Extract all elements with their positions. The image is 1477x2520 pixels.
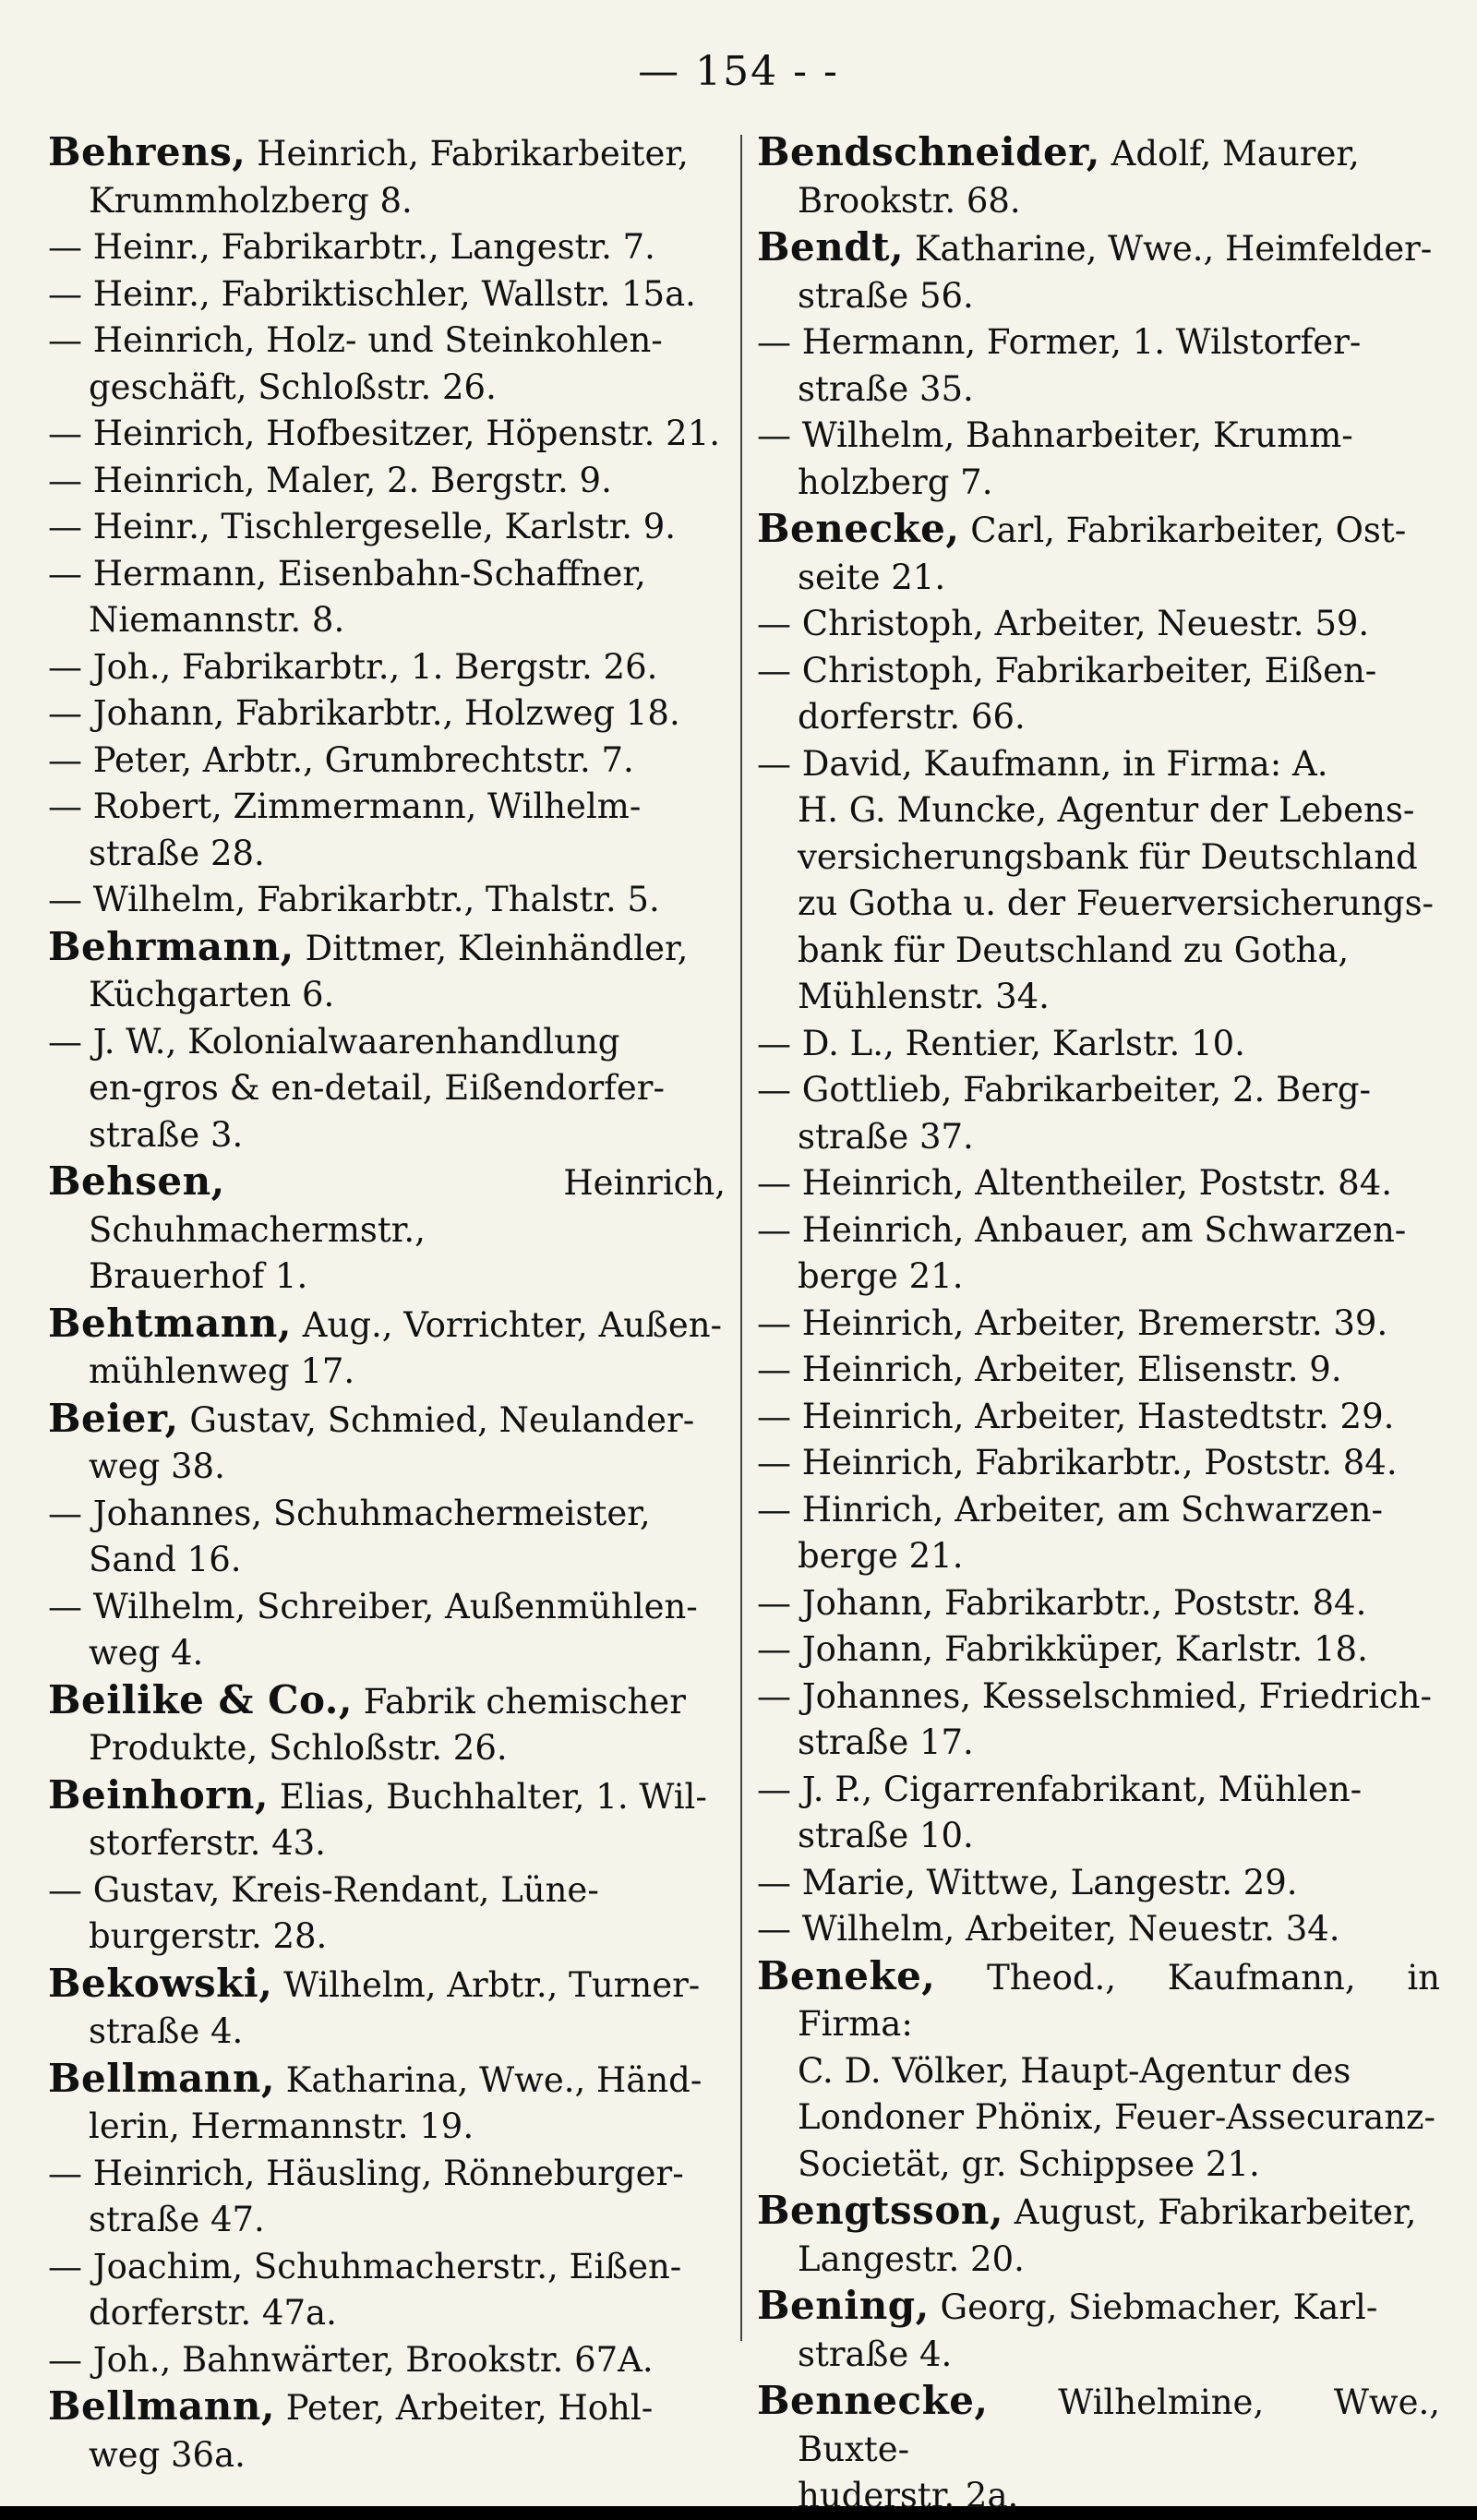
directory-entry	[757, 2188, 1440, 2237]
entry-continuation	[48, 2432, 726, 2479]
entry-text: straße 17.	[798, 1722, 974, 1762]
entry-text: — Christoph, Arbeiter, Neuestr. 59.	[757, 604, 1370, 643]
page-number: — 154 - -	[638, 48, 839, 95]
directory-entry	[757, 224, 1440, 273]
entry-text: — J. P., Cigarrenfabrikant, Mühlen-	[757, 1769, 1363, 1809]
directory-subentry	[757, 601, 1440, 648]
entry-text: Brauerhof 1.	[89, 1256, 308, 1296]
directory-subentry	[757, 1440, 1440, 1487]
entry-text: Brookstr. 68.	[798, 180, 1021, 221]
entry-text: — Robert, Zimmermann, Wilhelm-	[48, 786, 642, 826]
entry-text: straße 28.	[89, 833, 265, 873]
entry-text: Heinrich, Fabrikarbeiter,	[246, 134, 689, 174]
directory-subentry	[48, 1491, 726, 1538]
entry-text: mühlenweg 17.	[89, 1351, 355, 1391]
entry-text: Elias, Buchhalter, 1. Wil-	[269, 1776, 707, 1817]
directory-entry	[48, 1396, 726, 1445]
directory-subentry	[48, 1019, 726, 1066]
entry-text: Wilhelm, Arbtr., Turner-	[272, 1964, 701, 2005]
entry-text: Langestr. 20.	[798, 2238, 1025, 2279]
entry-text: Fabrik chemischer	[353, 1681, 686, 1722]
entry-text: — Wilhelm, Arbeiter, Neuestr. 34.	[757, 1909, 1340, 1949]
entry-text: — Heinrich, Arbeiter, Elisenstr. 9.	[757, 1350, 1342, 1389]
entry-continuation	[757, 2332, 1440, 2379]
entry-continuation	[757, 2094, 1440, 2142]
left-column	[48, 129, 726, 2478]
entry-text: — Hermann, Former, 1. Wilstorfer-	[757, 322, 1362, 362]
entry-continuation	[757, 2048, 1440, 2095]
entry-text: C. D. Völker, Haupt-Agentur des	[798, 2050, 1351, 2091]
entry-text: straße 56.	[798, 275, 974, 316]
entry-continuation	[48, 2197, 726, 2244]
entry-continuation	[48, 2290, 726, 2337]
entry-text: — Heinrich, Altentheiler, Poststr. 84.	[757, 1163, 1393, 1203]
entry-continuation	[48, 2104, 726, 2151]
entry-text: Krummholzberg 8.	[89, 180, 413, 221]
directory-subentry	[757, 1626, 1440, 1674]
directory-entry	[48, 2056, 726, 2105]
entry-continuation	[48, 1349, 726, 1396]
entry-surname: Behrmann,	[48, 923, 294, 969]
directory-subentry	[757, 648, 1440, 695]
entry-text: seite 21.	[798, 557, 946, 597]
directory-subentry	[48, 644, 726, 691]
entry-continuation	[48, 1537, 726, 1584]
entry-text: — Hermann, Eisenbahn-Schaffner,	[48, 553, 646, 594]
entry-continuation	[757, 881, 1440, 928]
directory-entry	[757, 129, 1440, 178]
entry-continuation	[48, 1725, 726, 1772]
entry-continuation	[757, 555, 1440, 602]
entry-surname: Bendschneider,	[757, 129, 1100, 174]
entry-text: Georg, Siebmacher, Karl-	[929, 2287, 1378, 2327]
entry-text: weg 38.	[89, 1446, 225, 1486]
entry-continuation	[48, 1254, 726, 1301]
directory-subentry	[757, 413, 1440, 460]
entry-text: — Heinr., Fabrikarbtr., Langestr. 7.	[48, 227, 655, 267]
entry-continuation	[757, 366, 1440, 414]
directory-subentry	[48, 2337, 726, 2384]
entry-text: — David, Kaufmann, in Firma: A.	[757, 743, 1328, 784]
entry-continuation	[48, 831, 726, 878]
entry-text: — Wilhelm, Bahnarbeiter, Krumm-	[757, 415, 1353, 455]
directory-subentry	[757, 1487, 1440, 1534]
directory-entry	[48, 1961, 726, 2010]
entry-continuation	[757, 1114, 1440, 1161]
directory-subentry	[757, 1860, 1440, 1907]
entry-text: dorferstr. 66.	[798, 697, 1026, 737]
entry-surname: Behtmann,	[48, 1300, 293, 1346]
right-column	[757, 129, 1440, 2520]
entry-text: versicherungsbank für Deutschland	[798, 836, 1418, 877]
entry-text: Aug., Vorrichter, Außen-	[292, 1304, 723, 1345]
entry-text: berge 21.	[798, 1536, 964, 1576]
entry-text: — Joh., Fabrikarbtr., 1. Bergstr. 26.	[48, 646, 658, 687]
entry-text: — Heinrich, Anbauer, am Schwarzen-	[757, 1209, 1407, 1250]
directory-subentry	[757, 1906, 1440, 1953]
entry-text: — Wilhelm, Fabrikarbtr., Thalstr. 5.	[48, 880, 660, 919]
entry-continuation	[48, 1820, 726, 1867]
entry-continuation	[48, 1112, 726, 1159]
entry-text: burgerstr. 28.	[89, 1916, 328, 1956]
entry-text: storferstr. 43.	[89, 1823, 326, 1863]
entry-text: Peter, Arbeiter, Hohl-	[274, 2388, 654, 2428]
entry-continuation	[48, 1914, 726, 1961]
entry-text: berge 21.	[798, 1256, 964, 1296]
directory-subentry	[48, 458, 726, 505]
entry-text: dorferstr. 47a.	[89, 2293, 337, 2333]
entry-text: — D. L., Rentier, Karlstr. 10.	[757, 1023, 1245, 1063]
entry-text: — Heinrich, Arbeiter, Bremerstr. 39.	[757, 1302, 1388, 1343]
entry-text: weg 36a.	[89, 2434, 246, 2475]
entry-text: Niemannstr. 8.	[89, 600, 345, 640]
entry-text: — Hinrich, Arbeiter, am Schwarzen-	[757, 1489, 1383, 1530]
entry-text: straße 35.	[798, 368, 974, 409]
entry-text: — Heinrich, Holz- und Steinkohlen-	[48, 320, 663, 360]
entry-continuation	[757, 2473, 1440, 2520]
directory-subentry	[757, 1767, 1440, 1814]
directory-entry	[48, 1301, 726, 1350]
directory-entry	[757, 506, 1440, 555]
entry-text: — Joh., Bahnwärter, Brookstr. 67A.	[48, 2339, 654, 2380]
entry-text: — Johann, Fabrikarbtr., Holzweg 18.	[48, 693, 680, 733]
directory-subentry	[48, 411, 726, 458]
directory-subentry	[48, 318, 726, 365]
entry-text: Mühlenstr. 34.	[798, 977, 1050, 1016]
entry-text: holzberg 7.	[798, 462, 993, 502]
directory-subentry	[48, 690, 726, 738]
entry-surname: Beier,	[48, 1395, 179, 1441]
entry-surname: Bennecke,	[757, 2378, 989, 2423]
entry-surname: Bellmann,	[48, 2383, 275, 2429]
directory-subentry	[48, 784, 726, 831]
entry-continuation	[757, 1254, 1440, 1301]
entry-continuation	[757, 834, 1440, 882]
directory-subentry	[48, 2244, 726, 2291]
directory-subentry	[48, 271, 726, 318]
directory-subentry	[48, 1867, 726, 1914]
entry-text: — J. W., Kolonialwaarenhandlung	[48, 1021, 620, 1062]
entry-continuation	[757, 273, 1440, 320]
entry-text: — Joachim, Schuhmacherstr., Eißen-	[48, 2246, 682, 2286]
entry-text: — Heinrich, Hofbesitzer, Höpenstr. 21.	[48, 414, 721, 453]
entry-continuation	[757, 1533, 1440, 1580]
entry-surname: Bekowski,	[48, 1960, 273, 2006]
entry-continuation	[757, 178, 1440, 225]
entry-text: Sand 16.	[89, 1540, 242, 1579]
entry-continuation	[757, 460, 1440, 507]
directory-subentry	[48, 738, 726, 785]
entry-text: — Heinr., Fabriktischler, Wallstr. 15a.	[48, 273, 696, 314]
entry-continuation	[48, 972, 726, 1019]
entry-surname: Bening,	[757, 2283, 930, 2328]
directory-subentry	[757, 741, 1440, 788]
entry-text: — Heinrich, Häusling, Rönneburger-	[48, 2153, 684, 2193]
entry-text: straße 3.	[89, 1114, 244, 1155]
entry-continuation	[48, 1444, 726, 1491]
entry-continuation	[757, 1720, 1440, 1767]
entry-text: weg 4.	[89, 1633, 204, 1673]
entry-text: straße 47.	[89, 2200, 265, 2239]
entry-surname: Benecke,	[757, 506, 960, 551]
entry-continuation	[757, 2237, 1440, 2284]
directory-subentry	[757, 1347, 1440, 1394]
entry-surname: Bendt,	[757, 224, 905, 270]
directory-entry	[48, 1158, 726, 1254]
entry-text: Theod., Kaufmann, in Firma:	[798, 1957, 1440, 2044]
entry-continuation	[48, 2009, 726, 2056]
entry-surname: Bengtsson,	[757, 2188, 1003, 2233]
entry-continuation	[48, 1630, 726, 1677]
entry-text: — Johann, Fabrikküper, Karlstr. 18.	[757, 1629, 1368, 1669]
directory-subentry	[48, 1584, 726, 1631]
entry-continuation	[48, 365, 726, 412]
entry-text: Küchgarten 6.	[89, 975, 335, 1014]
entry-continuation	[757, 694, 1440, 741]
entry-text: — Christoph, Fabrikarbeiter, Eißen-	[757, 650, 1377, 690]
entry-text: bank für Deutschland zu Gotha,	[798, 930, 1350, 970]
entry-text: — Heinrich, Fabrikarbtr., Poststr. 84.	[757, 1443, 1398, 1482]
entry-text: straße 4.	[798, 2334, 953, 2374]
directory-subentry	[757, 1580, 1440, 1627]
entry-text: Adolf, Maurer,	[1099, 134, 1360, 174]
directory-subentry	[757, 1301, 1440, 1348]
entry-continuation	[757, 928, 1440, 975]
entry-text: — Peter, Arbtr., Grumbrechtstr. 7.	[48, 739, 634, 780]
directory-subentry	[757, 1160, 1440, 1207]
entry-text: straße 10.	[798, 1816, 974, 1855]
directory-entry	[757, 1953, 1440, 2048]
entry-continuation	[757, 2142, 1440, 2189]
entry-surname: Behrens,	[48, 129, 246, 174]
entry-text: zu Gotha u. der Feuerversicherungs-	[798, 883, 1435, 923]
directory-subentry	[757, 1394, 1440, 1441]
entry-continuation	[757, 1813, 1440, 1860]
entry-text: — Johann, Fabrikarbtr., Poststr. 84.	[757, 1582, 1367, 1623]
entry-surname: Beinhorn,	[48, 1771, 270, 1818]
entry-text: — Heinrich, Arbeiter, Hastedtstr. 29.	[757, 1396, 1395, 1436]
entry-text: Katharine, Wwe., Heimfelder-	[904, 229, 1433, 269]
directory-entry	[757, 2283, 1440, 2332]
entry-text: — Johannes, Schuhmachermeister,	[48, 1493, 651, 1533]
directory-entry	[48, 2383, 726, 2432]
entry-text: Katharina, Wwe., Händ-	[274, 2059, 702, 2100]
entry-text: Gustav, Schmied, Neulander-	[178, 1399, 695, 1440]
directory-entry	[48, 1677, 726, 1726]
entry-text: Societät, gr. Schippsee 21.	[798, 2143, 1260, 2184]
entry-continuation	[48, 178, 726, 225]
entry-continuation	[757, 787, 1440, 834]
entry-text: — Heinrich, Maler, 2. Bergstr. 9.	[48, 460, 612, 500]
directory-subentry	[48, 2151, 726, 2198]
entry-surname: Bellmann,	[48, 2055, 275, 2101]
entry-text: geschäft, Schloßstr. 26.	[89, 366, 497, 407]
directory-subentry	[48, 551, 726, 598]
entry-text: August, Fabrikarbeiter,	[1003, 2192, 1417, 2232]
directory-entry	[48, 129, 726, 178]
directory-subentry	[48, 504, 726, 551]
entry-surname: Beneke,	[757, 1952, 936, 1998]
entry-continuation	[757, 974, 1440, 1021]
entry-text: — Heinr., Tischlergeselle, Karlstr. 9.	[48, 507, 677, 546]
entry-text: Londoner Phönix, Feuer-Assecuranz-	[798, 2097, 1436, 2137]
entry-text: — Wilhelm, Schreiber, Außenmühlen-	[48, 1586, 698, 1626]
entry-continuation	[48, 597, 726, 644]
entry-text: Wilhelmine, Wwe., Buxte-	[798, 2382, 1440, 2469]
entry-text: Produkte, Schloßstr. 26.	[89, 1728, 508, 1768]
directory-subentry	[757, 1674, 1440, 1721]
entry-surname: Behsen,	[48, 1158, 225, 1204]
entry-text: huderstr. 2a.	[798, 2476, 1019, 2515]
directory-subentry	[48, 877, 726, 924]
entry-surname: Beilike & Co.,	[48, 1676, 354, 1722]
entry-text: H. G. Muncke, Agentur der Lebens-	[798, 790, 1415, 830]
entry-text: — Gottlieb, Fabrikarbeiter, 2. Berg-	[757, 1070, 1372, 1110]
directory-entry	[48, 924, 726, 973]
entry-text: straße 37.	[798, 1116, 974, 1157]
entry-text: lerin, Hermannstr. 19.	[89, 2106, 474, 2146]
entry-text: en-gros & en-detail, Eißendorfer-	[89, 1068, 665, 1108]
entry-text: Dittmer, Kleinhändler,	[294, 928, 689, 968]
directory-subentry	[757, 1207, 1440, 1254]
directory-subentry	[757, 319, 1440, 366]
directory-entry	[757, 2378, 1440, 2473]
entry-continuation	[48, 1065, 726, 1112]
entry-text: Heinrich, Schuhmachermstr.,	[89, 1163, 726, 1250]
directory-subentry	[48, 224, 726, 271]
column-divider	[740, 135, 742, 2341]
entry-text: — Marie, Wittwe, Langestr. 29.	[757, 1862, 1298, 1902]
entry-text: — Gustav, Kreis-Rendant, Lüne-	[48, 1869, 599, 1910]
directory-subentry	[757, 1067, 1440, 1114]
entry-text: — Johannes, Kesselschmied, Friedrich-	[757, 1675, 1432, 1716]
directory-subentry	[757, 1021, 1440, 1068]
entry-text: Carl, Fabrikarbeiter, Ost-	[959, 510, 1407, 550]
directory-entry	[48, 1772, 726, 1821]
entry-text: straße 4.	[89, 2011, 244, 2051]
